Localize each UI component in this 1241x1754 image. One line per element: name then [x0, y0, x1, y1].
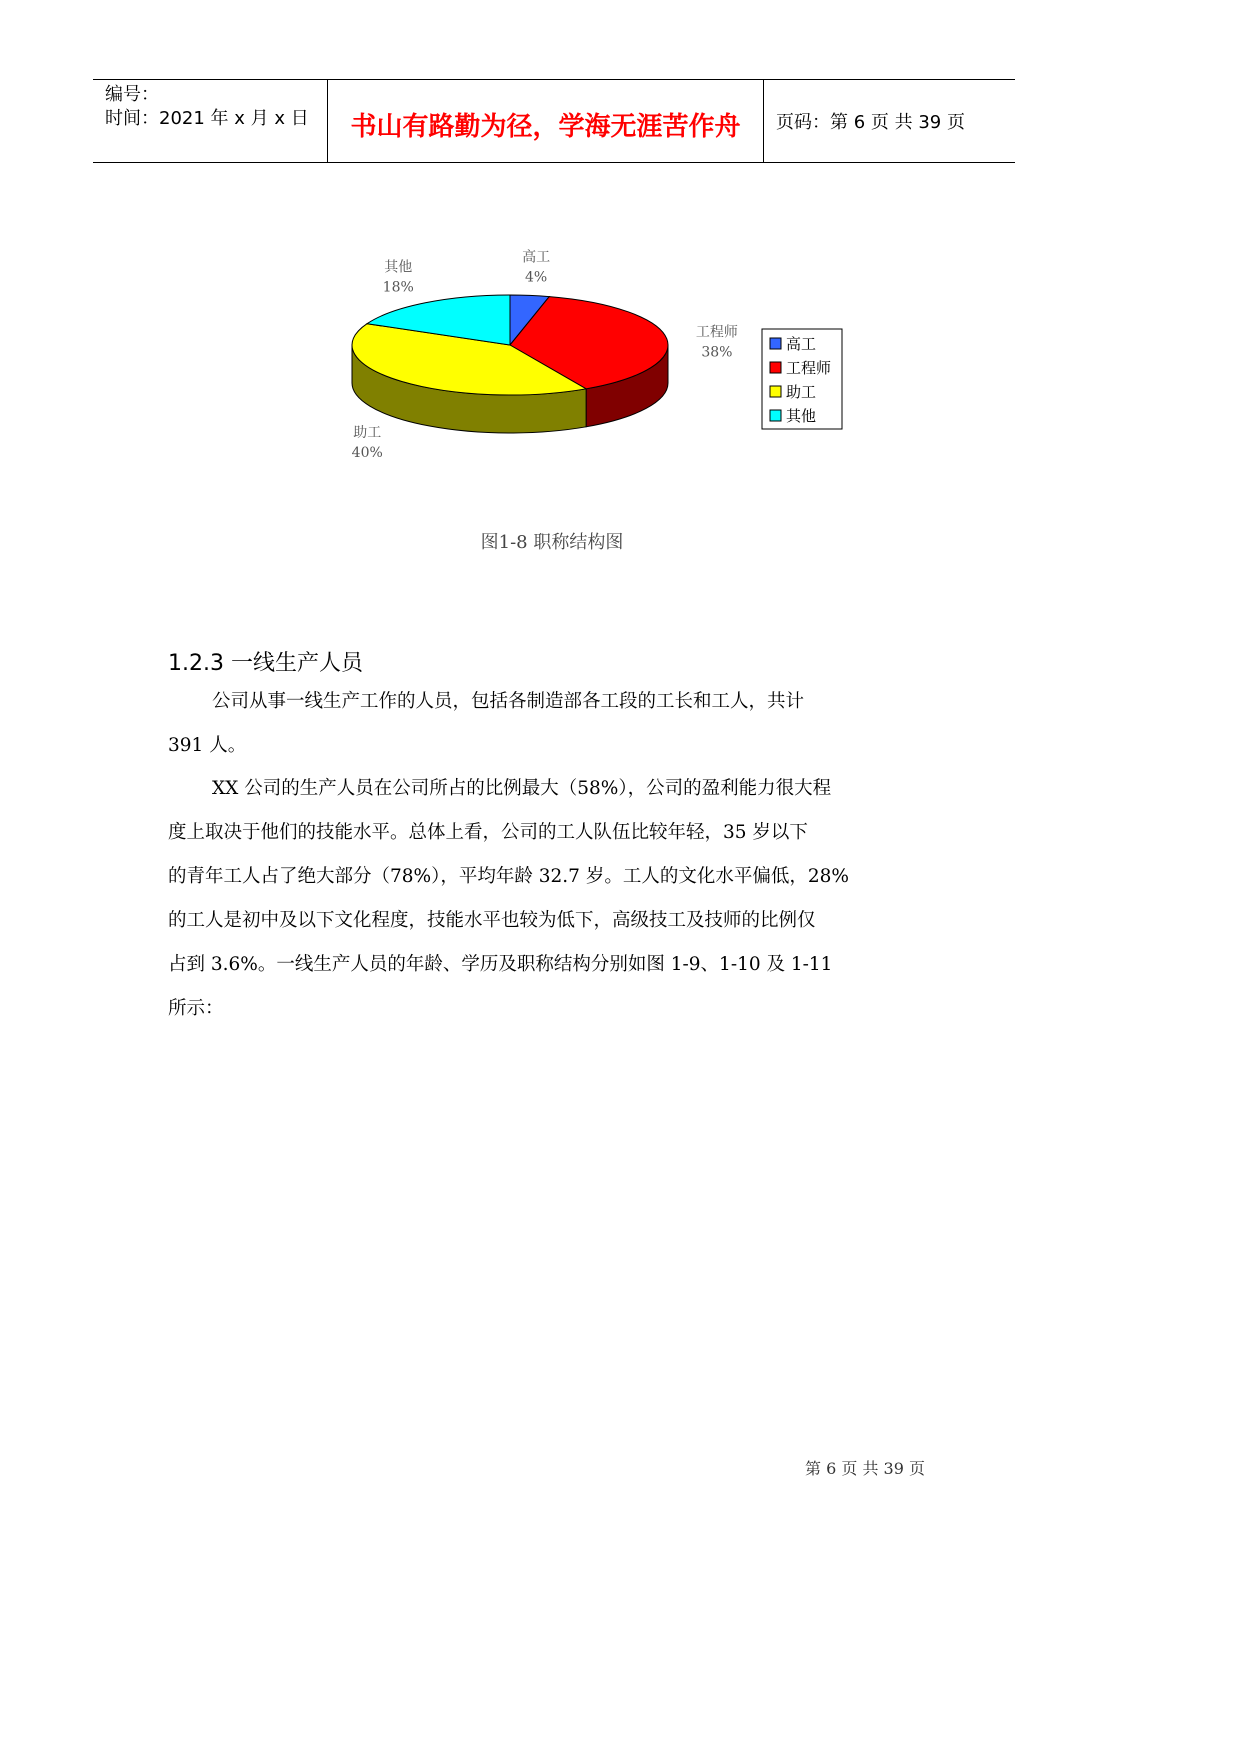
page-footer: 第 6 页 共 39 页 [805, 1459, 925, 1478]
chart-legend [762, 329, 842, 429]
pie-tops [352, 295, 668, 395]
figure-caption: 图1-8 职称结构图 [480, 532, 624, 553]
pie-label-助工 [352, 425, 383, 461]
title-structure-pie-chart [330, 249, 850, 482]
pie-label-category: 高工 [522, 249, 551, 266]
paragraph-2 [168, 767, 948, 1031]
legend-entry: 工程师 [786, 359, 832, 377]
paragraph-line: 391 人。 [168, 735, 247, 756]
paragraph-line: 的工人是初中及以下文化程度，技能水平也较为低下，高级技工及技师的比例仅 [168, 910, 816, 931]
paragraph-line: 度上取决于他们的技能水平。总体上看，公司的工人队伍比较年轻，35 岁以下 [168, 822, 808, 843]
pie-label-value: 4% [525, 269, 548, 286]
pie-label-value: 18% [382, 279, 414, 296]
header-divider-right [763, 79, 764, 163]
legend-entry: 其他 [786, 407, 817, 425]
pie-label-value: 38% [701, 344, 733, 361]
pie-label-高工 [522, 249, 550, 286]
paragraph-line: 公司从事一线生产工作的人员，包括各制造部各工段的工长和工人，共计 [212, 691, 805, 712]
legend-entry: 助工 [786, 383, 817, 401]
header-date: 时间：2021 年 x 月 x 日 [105, 108, 309, 129]
legend-swatch [770, 362, 781, 373]
legend-swatch [770, 386, 781, 397]
pie-label-category: 工程师 [695, 324, 738, 341]
pie-label-category: 助工 [353, 425, 382, 442]
paragraph-line: 的青年工人占了绝大部分（78%），平均年龄 32.7 岁。工人的文化水平偏低，28% [168, 866, 849, 887]
header-top-border [93, 79, 1015, 80]
legend-entry: 高工 [786, 335, 817, 353]
legend-swatch [770, 410, 781, 421]
pie-label-category: 其他 [384, 259, 413, 276]
header-bottom-border [93, 162, 1015, 163]
legend-swatch [770, 338, 781, 349]
header-page-number: 页码：第 6 页 共 39 页 [776, 112, 965, 133]
paragraph-line: XX 公司的生产人员在公司所占的比例最大（58%），公司的盈利能力很大程 [212, 778, 832, 799]
pie-label-其他 [383, 259, 414, 295]
paragraph-line: 占到 3.6%。一线生产人员的年龄、学历及职称结构分别如图 1-9、1-10 及 1-11 [168, 954, 833, 975]
header-motto: 书山有路勤为径，学海无涯苦作舟 [350, 112, 741, 142]
header-serial-number: 编号： [105, 84, 159, 105]
pie-label-工程师 [696, 324, 738, 361]
paragraph-line: 所示： [168, 998, 224, 1019]
section-heading: 1.2.3 一线生产人员 [168, 651, 363, 676]
pie-label-value: 40% [351, 445, 383, 462]
paragraph-1 [168, 680, 948, 768]
